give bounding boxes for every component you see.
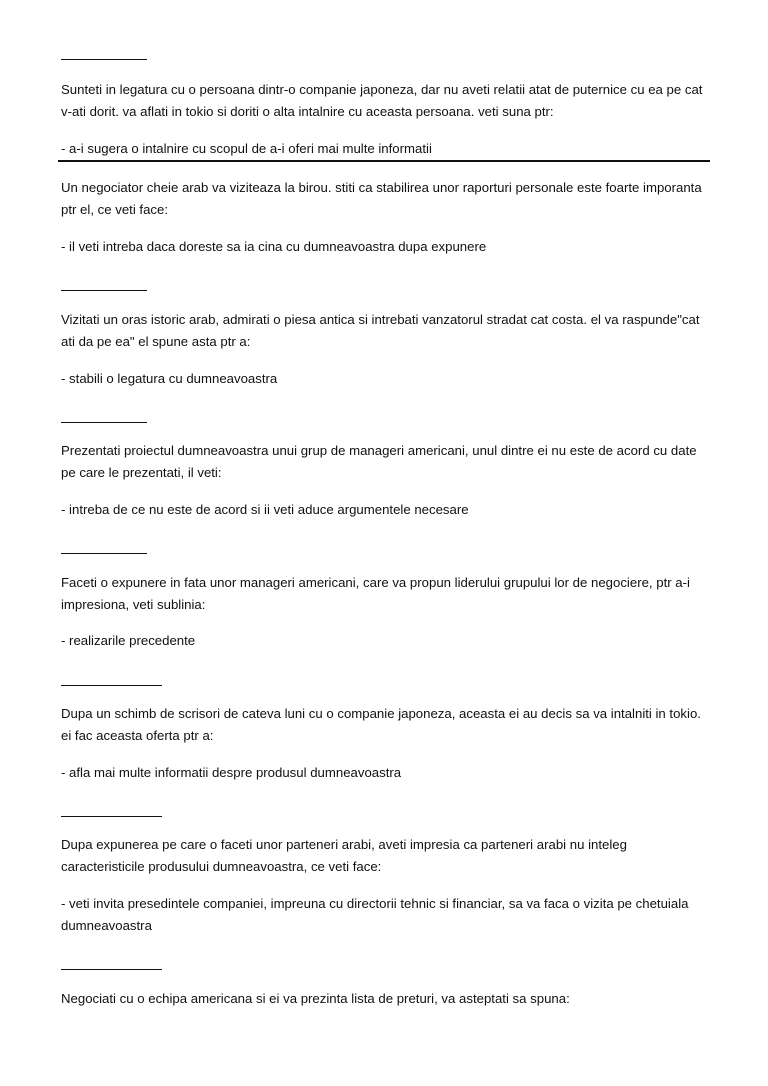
- question-text: Prezentati proiectul dumneavoastra unui grup de manageri americani, unul dintre ei nu este de acord cu date pe care le prezentati, il veti:: [61, 443, 697, 480]
- question-text: Dupa expunerea pe care o faceti unor parteneri arabi, aveti impresia ca parteneri arabi nu inteleg caracteristicile produsului dumneavoastra, ce veti face:: [61, 837, 627, 874]
- answer-text: - realizarile precedente: [61, 633, 196, 648]
- answer-text: - stabili o legatura cu dumneavoastra: [61, 371, 278, 386]
- separator-line: [61, 969, 162, 970]
- separator-line: [61, 553, 147, 554]
- separator-line: [61, 290, 147, 291]
- separator-line: [61, 422, 147, 423]
- question-text: Un negociator cheie arab va viziteaza la birou. stiti ca stabilirea unor raporturi personale este foarte imporanta ptr el, ce veti face:: [61, 180, 702, 217]
- question-text: Dupa un schimb de scrisori de cateva luni cu o companie japoneza, aceasta ei au decis sa va intalniti in tokio. ei fac aceasta oferta ptr a:: [61, 706, 701, 743]
- question-text: Faceti o expunere in fata unor manageri americani, care va propun liderului grupului lor de negociere, ptr a-i impresiona, veti sublinia:: [61, 575, 690, 612]
- question-text: Vizitati un oras istoric arab, admirati o piesa antica si intrebati vanzatorul stradat cat costa. el va raspunde"cat ati da pe ea" el spune asta ptr a:: [61, 312, 700, 349]
- answer-text: - a-i sugera o intalnire cu scopul de a-i oferi mai multe informatii: [61, 141, 432, 156]
- separator-line: [61, 816, 162, 817]
- answer-text: - il veti intreba daca doreste sa ia cina cu dumneavoastra dupa expunere: [61, 239, 487, 254]
- separator-rule: [58, 160, 710, 162]
- answer-text: - intreba de ce nu este de acord si ii veti aduce argumentele necesare: [61, 502, 469, 517]
- question-text: Sunteti in legatura cu o persoana dintr-o companie japoneza, dar nu aveti relatii atat de puternice cu ea pe cat v-ati dorit. va aflati in tokio si doriti o alta intalnire cu aceasta persoana. veti suna ptr:: [61, 82, 703, 119]
- separator-line: [61, 685, 162, 686]
- question-text: Negociati cu o echipa americana si ei va prezinta lista de preturi, va asteptati sa spuna:: [61, 991, 570, 1006]
- answer-text: - afla mai multe informatii despre produsul dumneavoastra: [61, 765, 402, 780]
- answer-text: - veti invita presedintele companiei, impreuna cu directorii tehnic si financiar, sa va faca o vizita pe chetuiala dumneavoastra: [61, 896, 689, 933]
- separator-line: [61, 59, 147, 60]
